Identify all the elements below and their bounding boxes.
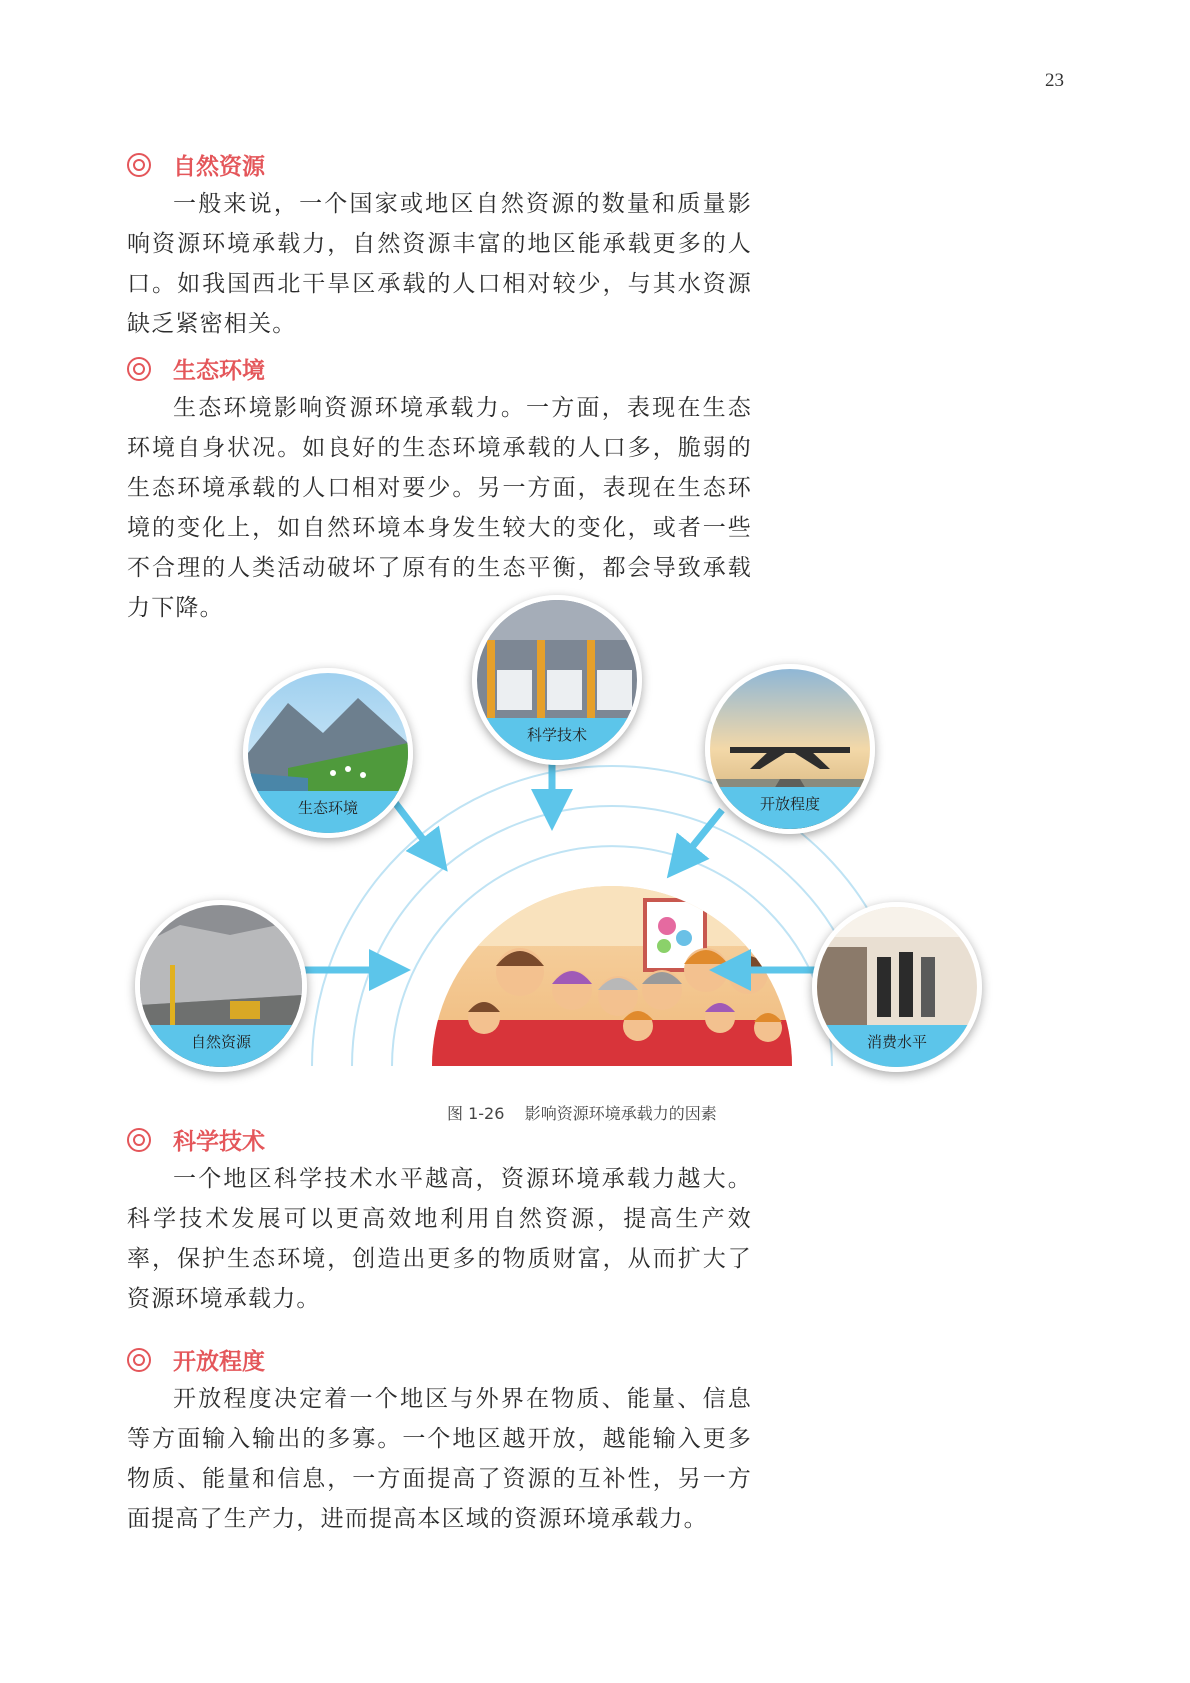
factor-technology — [472, 595, 642, 765]
section-heading-natural-resources — [127, 148, 265, 181]
section-heading-ecology — [127, 352, 265, 385]
factor-ecology — [243, 668, 413, 838]
family-illustration — [432, 886, 792, 1066]
factor-label: 生态环境 — [248, 791, 408, 833]
factor-openness — [705, 664, 875, 834]
figure-caption: 图 1-26 影响资源环境承载力的因素 — [447, 1104, 717, 1123]
section-heading-technology — [127, 1123, 265, 1156]
section-paragraph: 一般来说，一个国家或地区自然资源的数量和质量影响资源环境承载力，自然资源丰富的地区能承载更多的人口。如我国西北干旱区承载的人口相对较少，与其水资源缺乏紧密相关。 — [127, 191, 752, 337]
factor-label: 科学技术 — [477, 718, 637, 760]
factor-label: 消费水平 — [817, 1025, 977, 1067]
section-heading-text: 自然资源 — [173, 154, 265, 180]
section-paragraph: 开放程度决定着一个地区与外界在物质、能量、信息等方面输入输出的多寡。一个地区越开放，越能输入更多物质、能量和信息，一方面提高了资源的互补性，另一方面提高了生产力，进而提高本区域的资源环境承载力。 — [127, 1386, 752, 1532]
section-heading-openness — [127, 1343, 265, 1376]
factor-consumption — [812, 902, 982, 1072]
double-circle-bullet-icon — [127, 357, 151, 381]
double-circle-bullet-icon — [127, 1348, 151, 1372]
section-heading-text: 科学技术 — [173, 1129, 265, 1155]
double-circle-bullet-icon — [127, 153, 151, 177]
factor-label: 开放程度 — [710, 787, 870, 829]
factor-label: 自然资源 — [140, 1025, 302, 1067]
factors-figure — [140, 640, 1060, 1100]
double-circle-bullet-icon — [127, 1128, 151, 1152]
section-paragraph: 生态环境影响资源环境承载力。一方面，表现在生态环境自身状况。如良好的生态环境承载的人口多，脆弱的生态环境承载的人口相对要少。另一方面，表现在生态环境的变化上，如自然环境本身发生较大的变化，或者一些不合理的人类活动破坏了原有的生态平衡，都会导致承载力下降。 — [127, 395, 752, 621]
factor-natural-resources — [135, 900, 307, 1072]
section-paragraph: 一个地区科学技术水平越高，资源环境承载力越大。科学技术发展可以更高效地利用自然资源，提高生产效率，保护生态环境，创造出更多的物质财富，从而扩大了资源环境承载力。 — [127, 1166, 752, 1312]
section-heading-text: 生态环境 — [173, 358, 265, 384]
page-number: 23 — [1045, 70, 1064, 91]
section-heading-text: 开放程度 — [173, 1349, 265, 1375]
